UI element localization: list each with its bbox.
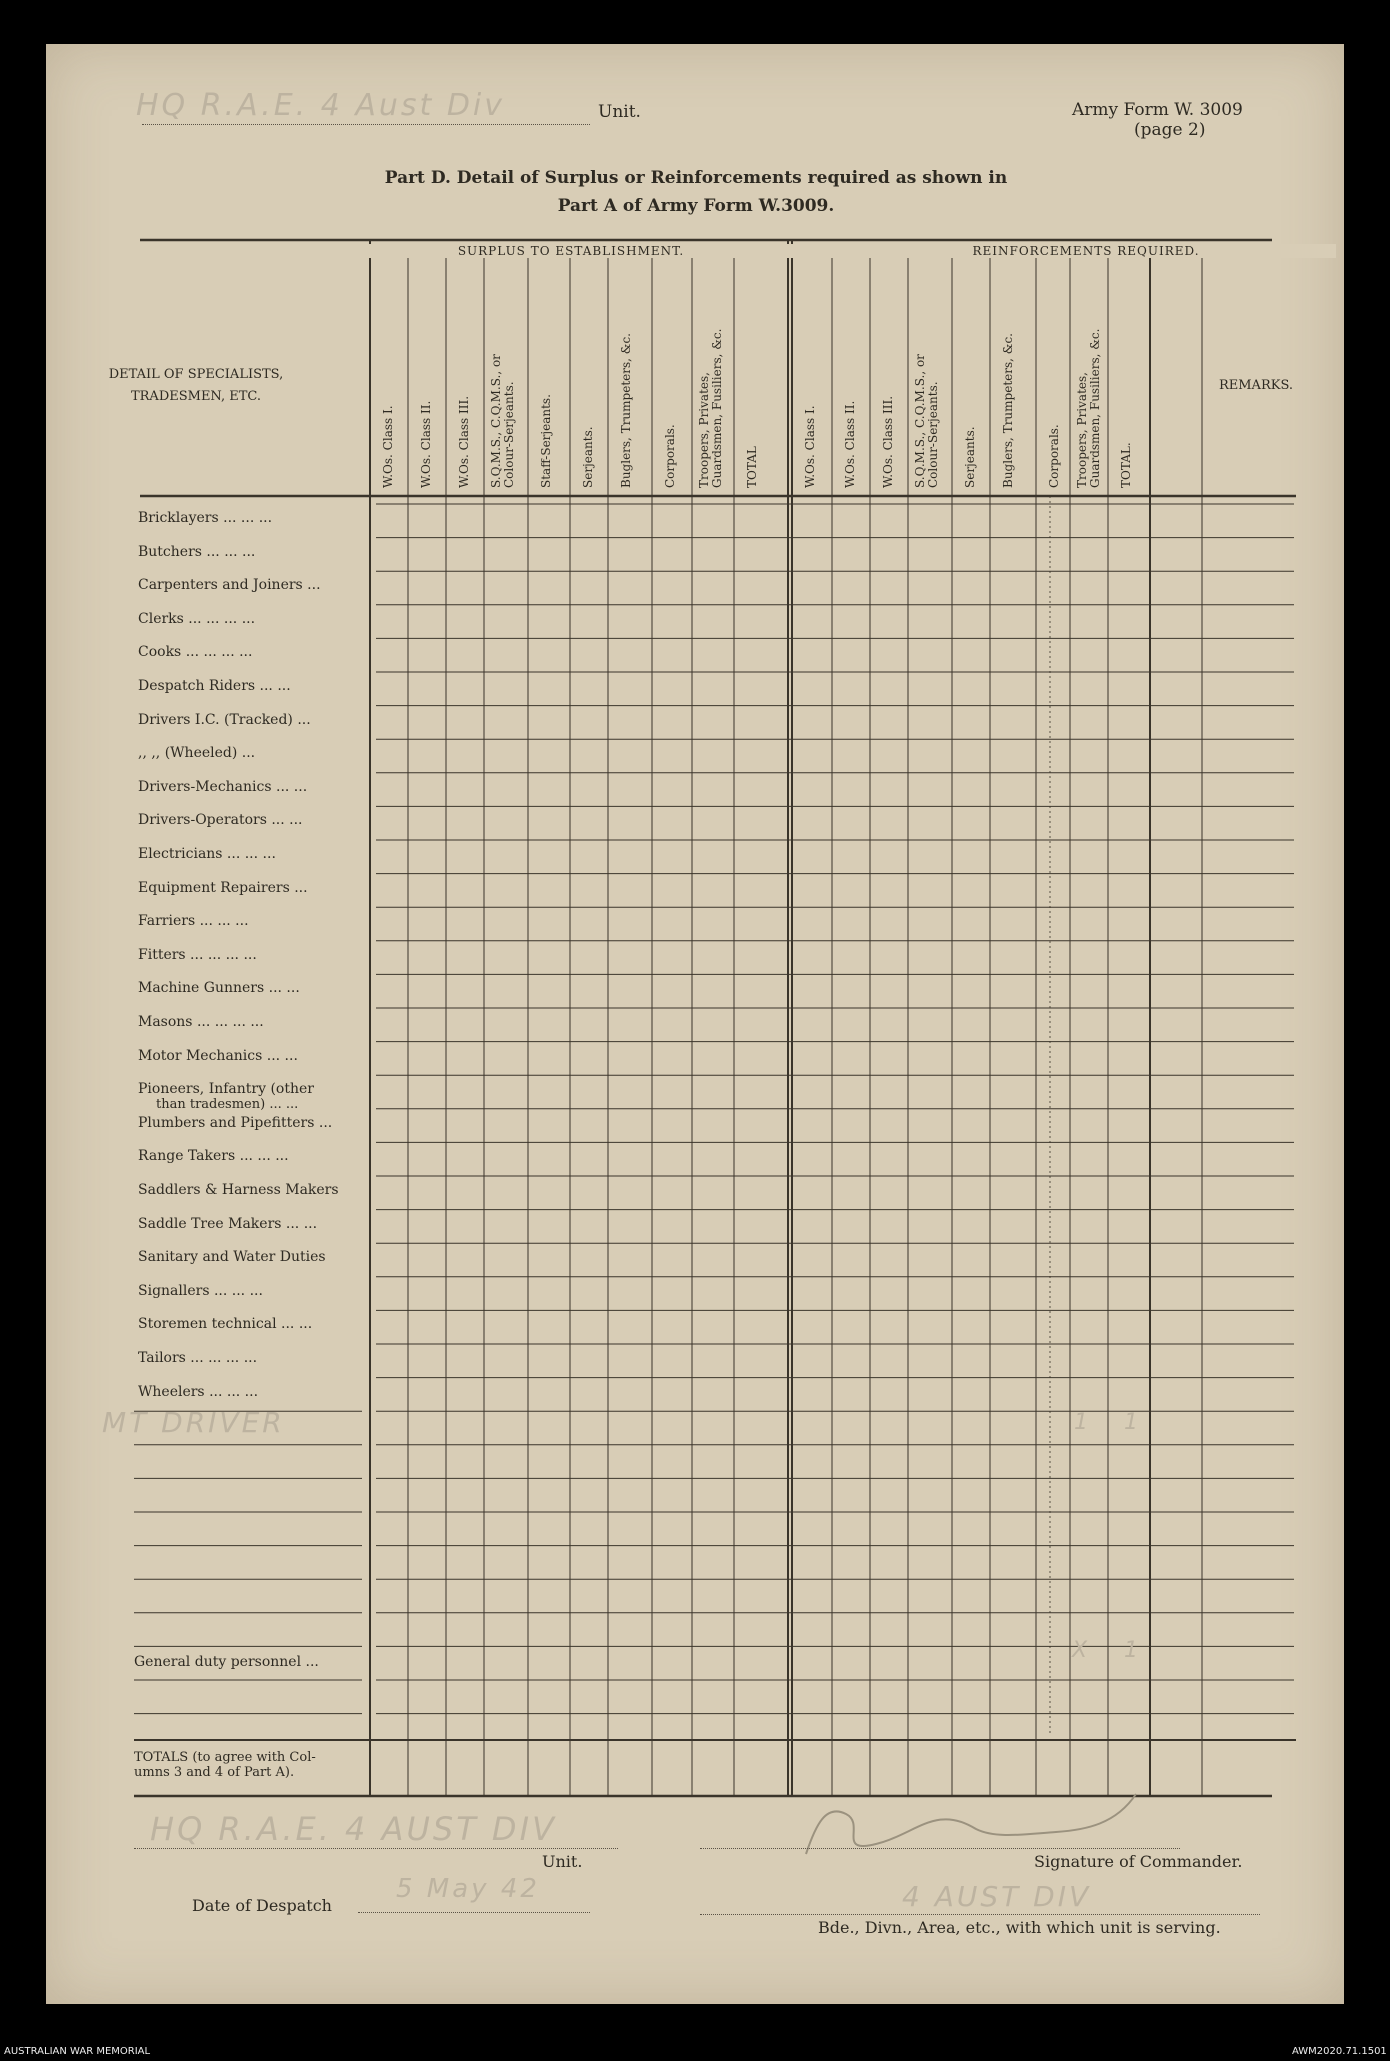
surplus-column-header-4 bbox=[490, 354, 516, 488]
unit-label: Unit. bbox=[598, 102, 641, 122]
row-label: Saddlers & Harness Makers bbox=[138, 1182, 339, 1198]
row-label: Plumbers and Pipefitters ... bbox=[138, 1114, 333, 1131]
row-label: Storemen technical ... ... bbox=[138, 1316, 313, 1333]
column-header-text: Colour-Serjeants. bbox=[502, 381, 516, 488]
column-header-text: Guardsmen, Fusiliers, &c. bbox=[1088, 328, 1102, 488]
column-header-text: TOTAL bbox=[745, 446, 759, 488]
footer-unit-handwritten: HQ R.A.E. 4 AUST DIV bbox=[150, 1810, 557, 1848]
signature-line bbox=[700, 1848, 1180, 1849]
surplus-column-header-9 bbox=[698, 329, 724, 488]
column-header-text: Corporals. bbox=[663, 424, 677, 488]
column-header-text: S.Q.M.S., C.Q.M.S., or bbox=[489, 354, 503, 488]
detail-header-line1: DETAIL OF SPECIALISTS, bbox=[108, 367, 284, 382]
row-label: Fitters ... ... ... ... bbox=[138, 946, 257, 963]
form-title-line2: Part A of Army Form W.3009. bbox=[557, 196, 835, 216]
column-header-text: W.Os. Class I. bbox=[803, 405, 817, 488]
row-label: Equipment Repairers ... bbox=[138, 879, 308, 896]
column-header-text: Colour-Serjeants. bbox=[926, 381, 940, 488]
row-label: Range Takers ... ... ... bbox=[138, 1148, 289, 1165]
general-duty-label: General duty personnel ... bbox=[134, 1654, 319, 1670]
formation-handwritten: 4 AUST DIV bbox=[902, 1880, 1092, 1913]
row-label: Butchers ... ... ... bbox=[138, 543, 256, 560]
surplus-column-header-1 bbox=[382, 405, 395, 488]
general-duty-total-mark: 1 bbox=[1124, 1638, 1141, 1663]
row-label: Drivers-Operators ... ... bbox=[138, 812, 303, 829]
totals-label bbox=[134, 1750, 316, 1780]
column-header-text: W.Os. Class II. bbox=[419, 400, 433, 488]
column-header-text: Buglers, Trumpeters, &c. bbox=[619, 333, 633, 488]
surplus-column-header-8 bbox=[664, 424, 677, 488]
row-label: Bricklayers ... ... ... bbox=[138, 510, 273, 526]
row-label-continuation: than tradesmen) ... ... bbox=[156, 1097, 299, 1113]
row-label: Saddle Tree Makers ... ... bbox=[138, 1215, 318, 1232]
row-label: Wheelers ... ... ... bbox=[138, 1383, 259, 1400]
column-header-text: Troopers, Privates, bbox=[697, 372, 711, 488]
date-of-despatch-label: Date of Despatch bbox=[192, 1896, 332, 1915]
reinforcement-column-header-7 bbox=[1048, 424, 1061, 488]
surplus-column-header-3 bbox=[458, 396, 471, 488]
caption-accession-number: AWM2020.71.1501 bbox=[1292, 2046, 1387, 2057]
row-label: Electricians ... ... ... bbox=[138, 846, 276, 862]
surplus-column-header-2 bbox=[420, 401, 433, 488]
footer-unit-label: Unit. bbox=[542, 1852, 583, 1871]
row-label: Carpenters and Joiners ... bbox=[138, 577, 321, 594]
totals-label-line1: TOTALS (to agree with Col- bbox=[134, 1750, 316, 1765]
column-header-text: Serjeants. bbox=[963, 426, 977, 488]
handwritten-row-label: MT DRIVER bbox=[102, 1406, 285, 1439]
reinforcements-group-header: REINFORCEMENTS REQUIRED. bbox=[836, 244, 1336, 258]
reinforcement-column-header-6 bbox=[1002, 333, 1015, 488]
column-header-text: Buglers, Trumpeters, &c. bbox=[1001, 333, 1015, 488]
form-title-line1: Part D. Detail of Surplus or Reinforcements required as shown in bbox=[384, 168, 1008, 188]
column-header-text: TOTAL. bbox=[1119, 442, 1133, 488]
row-label: Machine Gunners ... ... bbox=[138, 980, 300, 997]
form-page-number: (page 2) bbox=[1134, 120, 1206, 140]
remarks-header: REMARKS. bbox=[1218, 378, 1294, 393]
row-label: Clerks ... ... ... ... bbox=[138, 610, 256, 627]
row-label: Motor Mechanics ... ... bbox=[138, 1047, 298, 1064]
detail-column-header bbox=[106, 364, 286, 408]
footer-unit-line bbox=[134, 1848, 618, 1849]
form-page bbox=[46, 44, 1344, 2004]
column-header-text: S.Q.M.S., C.Q.M.S., or bbox=[913, 354, 927, 488]
column-header-text: Corporals. bbox=[1047, 424, 1061, 488]
form-name: Army Form W. 3009 bbox=[1072, 100, 1243, 120]
column-header-text: W.Os. Class II. bbox=[843, 400, 857, 488]
unit-handwritten: HQ R.A.E. 4 Aust Div bbox=[136, 88, 506, 123]
row-label: Cooks ... ... ... ... bbox=[138, 644, 253, 661]
formation-line bbox=[700, 1914, 1260, 1915]
column-header-text: Staff-Serjeants. bbox=[539, 394, 553, 488]
detail-header-line2: TRADESMEN, ETC. bbox=[130, 389, 262, 404]
row-label: Drivers I.C. (Tracked) ... bbox=[138, 711, 311, 728]
row-label: Sanitary and Water Duties bbox=[138, 1249, 326, 1266]
handwritten-troopers-mark: 1 bbox=[1074, 1410, 1091, 1435]
formation-label: Bde., Divn., Area, etc., with which unit is serving. bbox=[818, 1918, 1221, 1937]
row-label: Masons ... ... ... ... bbox=[138, 1014, 264, 1030]
column-header-text: W.Os. Class I. bbox=[381, 405, 395, 488]
reinforcement-column-header-9 bbox=[1120, 442, 1133, 488]
totals-label-line2: umns 3 and 4 of Part A). bbox=[134, 1765, 295, 1780]
row-label: Drivers-Mechanics ... ... bbox=[138, 778, 308, 795]
column-header-text: Troopers, Privates, bbox=[1075, 372, 1089, 488]
row-label: Despatch Riders ... ... bbox=[138, 678, 291, 694]
row-label: ,, ,, (Wheeled) ... bbox=[138, 745, 256, 762]
reinforcement-column-header-1 bbox=[804, 405, 817, 488]
reinforcement-column-header-5 bbox=[964, 426, 977, 488]
column-header-text: Serjeants. bbox=[581, 426, 595, 488]
reinforcement-column-header-3 bbox=[882, 396, 895, 488]
surplus-column-header-10 bbox=[746, 446, 759, 488]
handwritten-total-mark: 1 bbox=[1124, 1410, 1141, 1435]
signature-label: Signature of Commander. bbox=[1034, 1852, 1243, 1871]
row-label: Signallers ... ... ... bbox=[138, 1282, 263, 1299]
date-of-despatch-handwritten: 5 May 42 bbox=[396, 1874, 540, 1904]
row-label: Farriers ... ... ... bbox=[138, 913, 249, 930]
surplus-column-header-6 bbox=[582, 426, 595, 488]
surplus-group-header: SURPLUS TO ESTABLISHMENT. bbox=[306, 244, 836, 258]
column-header-text: W.Os. Class III. bbox=[881, 395, 895, 488]
reinforcement-column-header-2 bbox=[844, 401, 857, 488]
surplus-column-header-7 bbox=[620, 333, 633, 488]
row-label: Tailors ... ... ... ... bbox=[138, 1350, 258, 1366]
general-duty-troopers-mark: X bbox=[1072, 1638, 1091, 1663]
row-label: Pioneers, Infantry (other bbox=[138, 1081, 314, 1098]
reinforcement-column-header-4 bbox=[914, 354, 940, 488]
column-header-text: Guardsmen, Fusiliers, &c. bbox=[710, 328, 724, 488]
surplus-column-header-5 bbox=[540, 394, 553, 488]
column-header-text: W.Os. Class III. bbox=[457, 395, 471, 488]
reinforcement-column-header-8 bbox=[1076, 329, 1102, 488]
date-of-despatch-line bbox=[358, 1912, 590, 1913]
caption-institution: AUSTRALIAN WAR MEMORIAL bbox=[4, 2046, 151, 2057]
